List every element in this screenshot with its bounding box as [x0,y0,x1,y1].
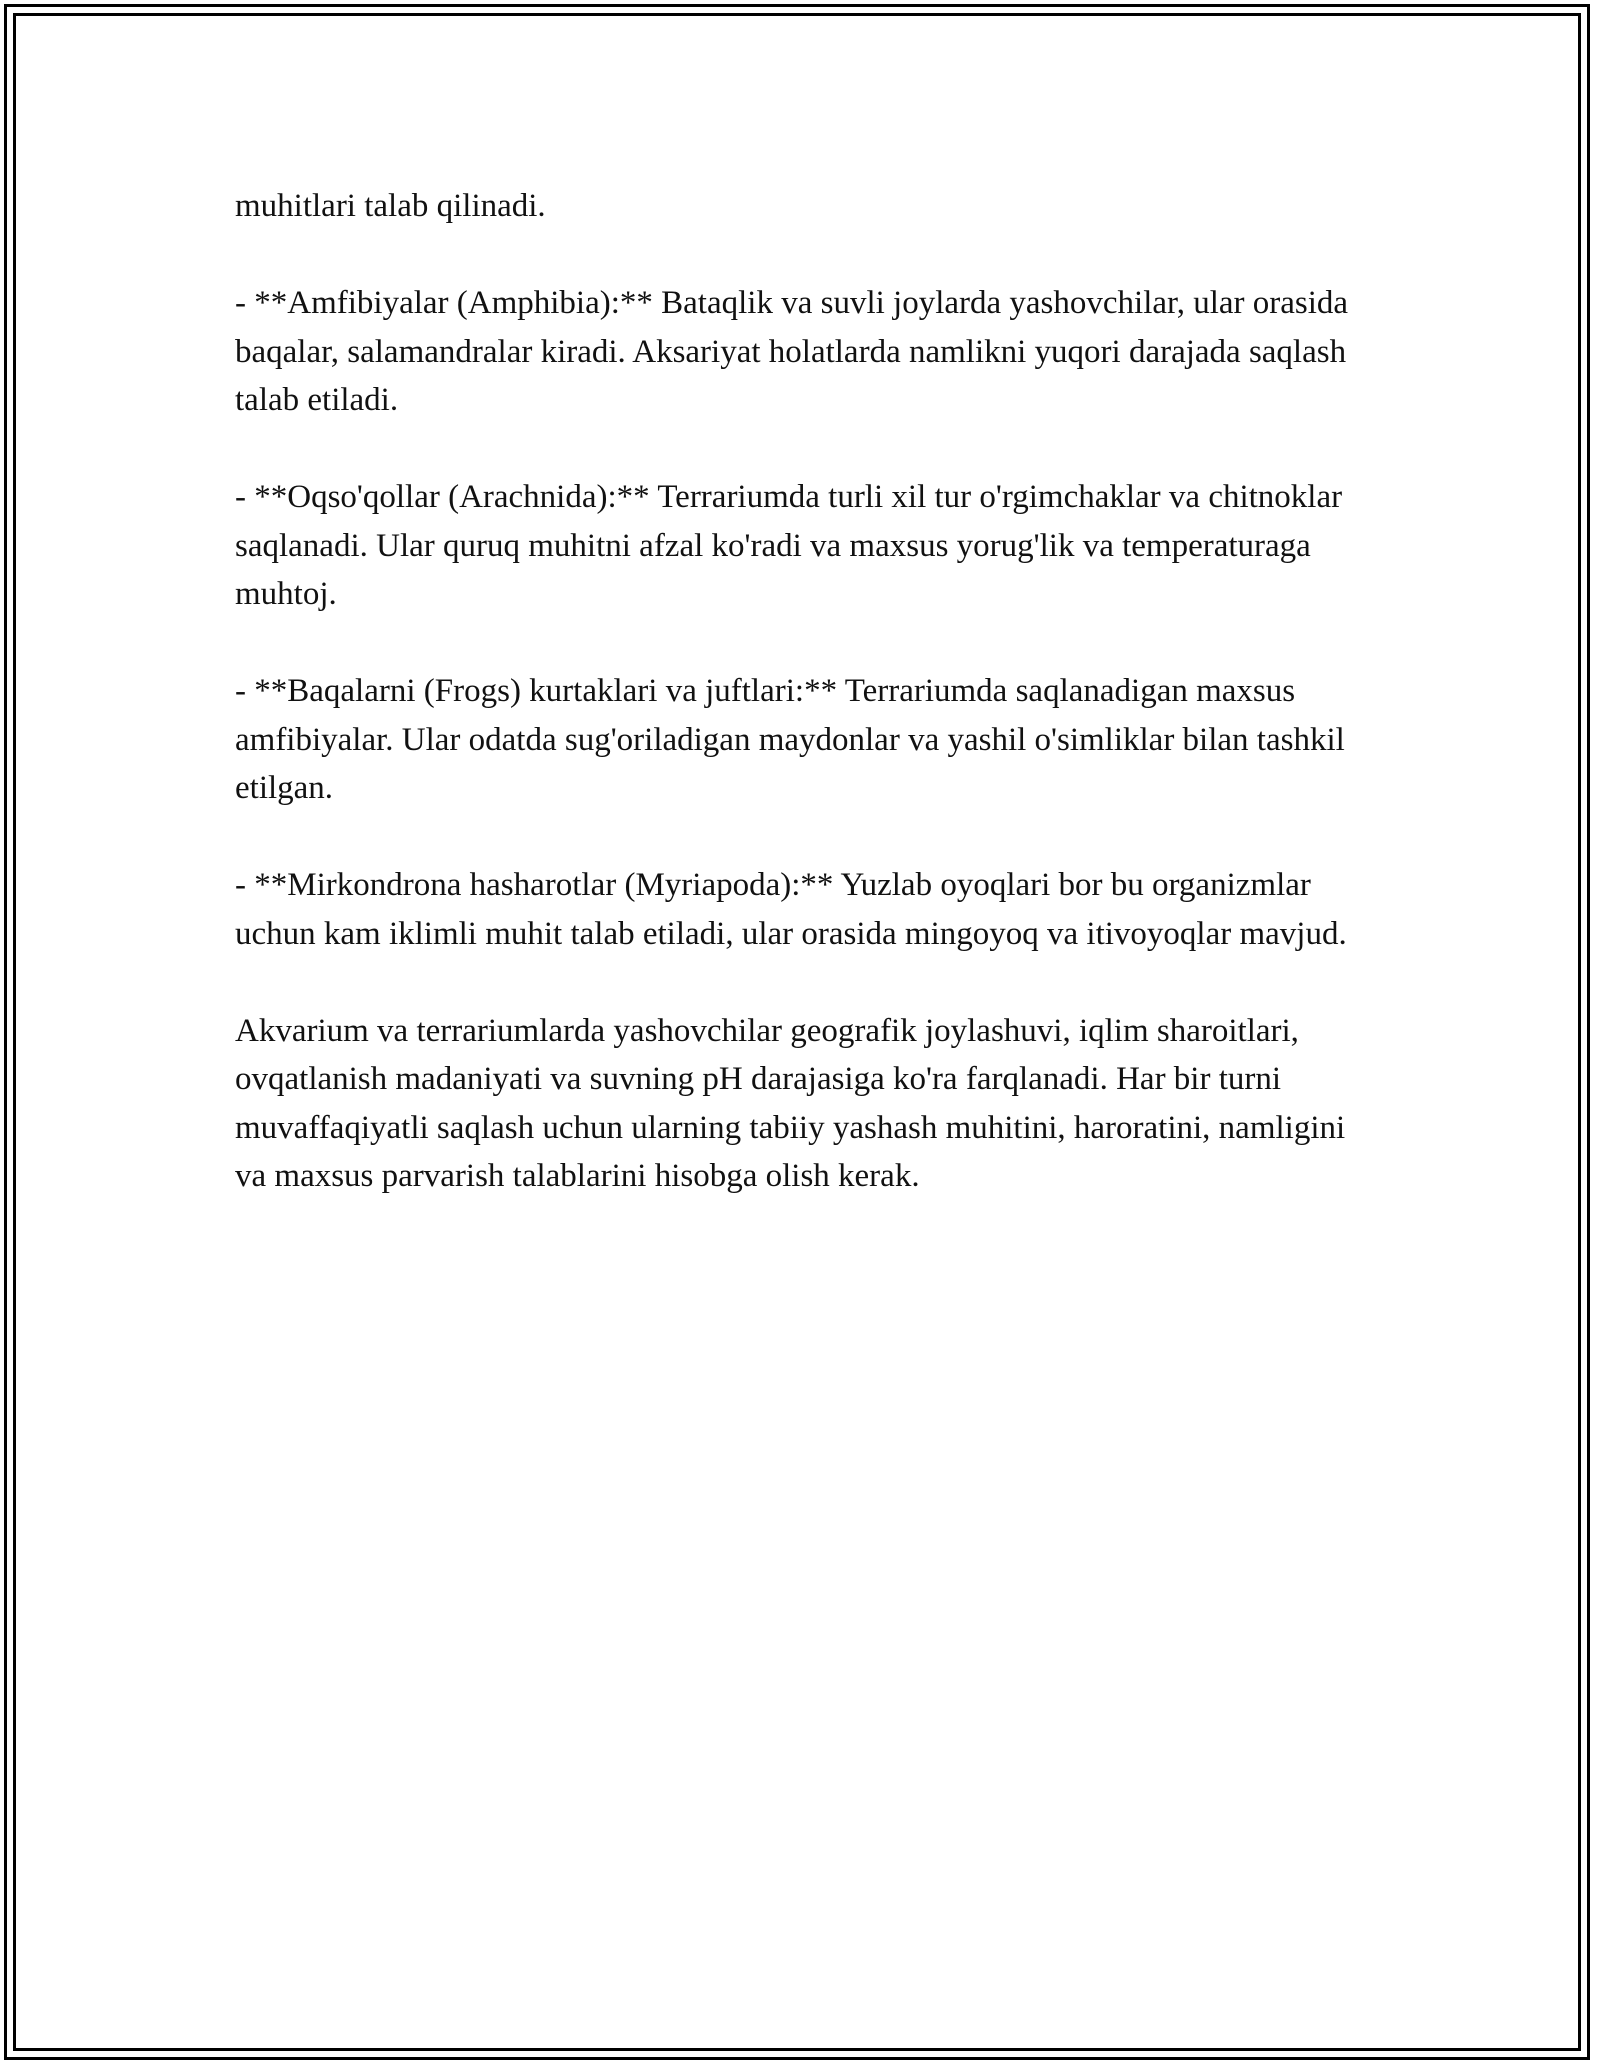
paragraph-arachnida: - **Oqso'qollar (Arachnida):** Terrariumda turli xil tur o'rgimchaklar va chitnoklar saqlanadi. Ular quruq muhitni afzal ko'radi va maxsus yorug'lik va temperaturaga muhtoj. [235,479,1343,612]
paragraph-summary: Akvarium va terrariumlarda yashovchilar geografik joylashuvi, iqlim sharoitlari, ovqatlanish madaniyati va suvning pH darajasiga ko'ra farqlanadi. Har bir turni muvaffaqiyatli saqlash uchun ularning tabiiy yashash muhitini, haroratini, namligini va maxsus parvarish talablarini hisobga olish kerak. [235,1012,1346,1194]
paragraph-frogs: - **Baqalarni (Frogs) kurtaklari va juftlari:** Terrariumda saqlanadigan maxsus amfibiyalar. Ular odatda sug'oriladigan maydonlar va yashil o'simliklar bilan tashkil etilgan. [235,673,1345,806]
paragraph-continuation: muhitlari talab qilinadi. [235,188,546,224]
document-body [235,182,1375,1249]
paragraph-amphibia: - **Amfibiyalar (Amphibia):** Bataqlik va suvli joylarda yashovchilar, ular orasida baqalar, salamandralar kiradi. Aksariyat holatlarda namlikni yuqori darajada saqlash talab etiladi. [235,285,1349,418]
paragraph-myriapoda: - **Mirkondrona hasharotlar (Myriapoda):** Yuzlab oyoqlari bor bu organizmlar uchun kam iklimli muhit talab etiladi, ular orasida mingoyoq va itivoyoqlar mavjud. [235,867,1347,952]
